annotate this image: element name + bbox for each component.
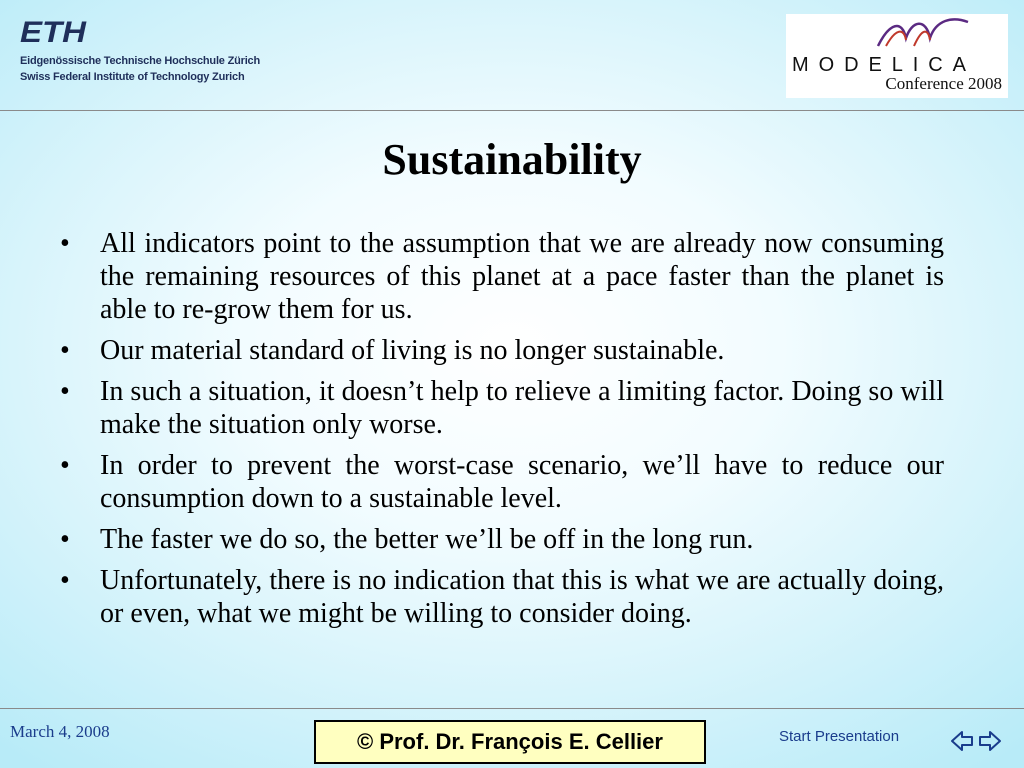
bullet-text: Our material standard of living is no longer sustainable. xyxy=(100,335,725,366)
bullet-marker: • xyxy=(60,450,70,481)
modelica-wordmark xyxy=(790,51,990,75)
bullet-item xyxy=(56,375,944,441)
modelica-wordmark-text: MODELICA xyxy=(792,54,966,75)
eth-logo xyxy=(20,16,280,96)
bullet-item xyxy=(56,564,944,630)
bullet-item xyxy=(56,227,944,326)
header-divider xyxy=(0,110,1024,111)
bullet-marker: • xyxy=(60,376,70,407)
bullet-marker: • xyxy=(60,524,70,555)
footer-date: March 4, 2008 xyxy=(10,722,110,741)
modelica-logo-icon xyxy=(872,16,972,48)
eth-name-german: Eidgenössische Technische Hochschule Zürich xyxy=(20,55,260,67)
bullet-item xyxy=(56,523,944,556)
arrow-left-icon[interactable] xyxy=(950,728,976,754)
author-box: © Prof. Dr. François E. Cellier xyxy=(314,720,706,764)
bullet-text: In such a situation, it doesn’t help to relieve a limiting factor. Doing so will make the situation only worse. xyxy=(100,376,944,440)
arrow-right-icon[interactable] xyxy=(976,728,1002,754)
bullet-marker: • xyxy=(60,335,70,366)
bullet-marker: • xyxy=(60,228,70,259)
bullet-item xyxy=(56,449,944,515)
bullet-text: All indicators point to the assumption that we are already now consuming the remaining resources of this planet at a pace faster than the planet is able to re-grow them for us. xyxy=(100,228,944,325)
slide-title: Sustainability xyxy=(382,135,642,184)
eth-logo-icon xyxy=(20,16,88,46)
eth-logo-text: ETH xyxy=(20,16,88,46)
modelica-logo xyxy=(786,14,1008,98)
bullet-text: In order to prevent the worst-case scenario, we’ll have to reduce our consumption down to a sustainable level. xyxy=(100,450,944,514)
bullet-text: Unfortunately, there is no indication that this is what we are actually doing, or even, what we might be willing to consider doing. xyxy=(100,565,944,629)
bullet-list xyxy=(56,227,944,638)
conference-label: Conference 2008 xyxy=(885,74,1002,93)
bullet-marker: • xyxy=(60,565,70,596)
bullet-item xyxy=(56,334,944,367)
eth-name-english: Swiss Federal Institute of Technology Zurich xyxy=(20,71,245,83)
bullet-text: The faster we do so, the better we’ll be off in the long run. xyxy=(100,524,754,555)
footer-divider xyxy=(0,708,1024,709)
start-presentation-link[interactable]: Start Presentation xyxy=(779,728,900,745)
